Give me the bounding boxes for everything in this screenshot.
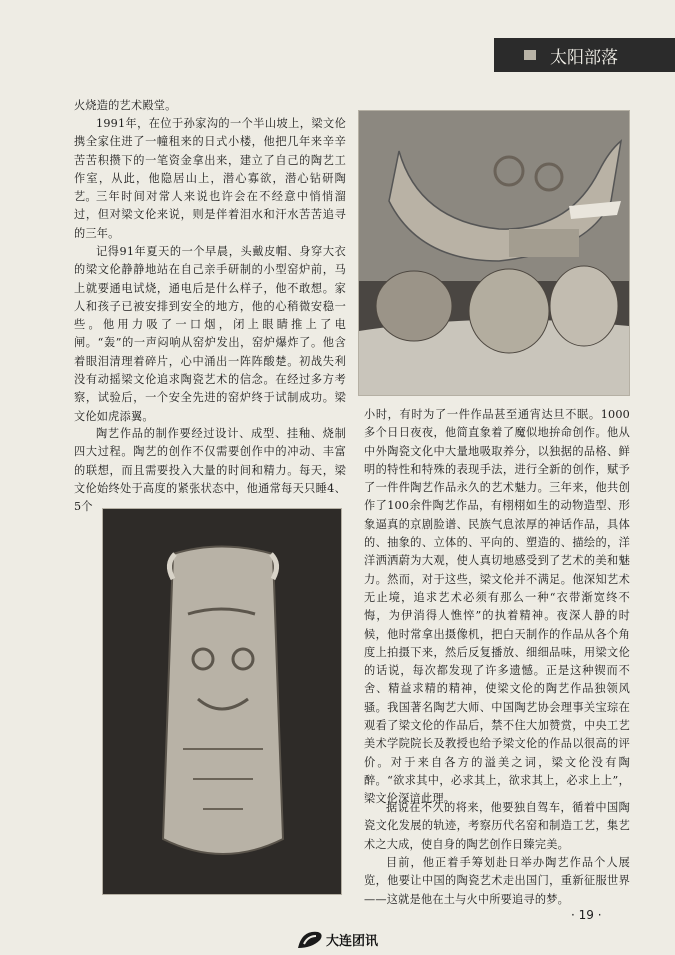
paragraph-6: 小时，有时为了一件作品甚至通宵达旦不眠。1000多个日日夜夜，他简直象着了魔似地拚命创作。他从中外陶瓷文化中大量地吸取养分，以独据的品格、鲜明的特性和特殊的表现手法，进行全新的创作，赋予了一件件陶艺作品永久的艺术魅力。三年来，他共创作了100余件陶艺作品，有栩栩如生的动物造型、形象逼真的京剧脸谱、民族气息浓厚的神话作品，具体的、抽象的、立体的、平向的、塑造的、描绘的，洋洋洒洒蔚为大观，使人真切地感受到了艺术的美和魅力。然而，对于这些，梁文伦并不满足。他深知艺术无止境，追求艺术必须有那么一种“衣带渐宽终不悔，为伊消得人憔悴”的执着精神。夜深人静的时候，他时常拿出摄像机，把白天制作的作品从各个角度上拍摄下来，然后反复播放、细细品味，用梁文伦的话说，每次都发现了许多遗憾。正是这种锲而不舍、精益求精的精神，使梁文伦的陶艺作品独领风骚。我国著名陶艺大师、中国陶艺协会理事关宝琮在观看了梁文伦的作品后，禁不住大加赞赏，中央工艺美术学院院长及教授也给予梁文伦的作品以很高的评价。对于来自各方的溢美之词，梁文伦没有陶醉。“欲求其中，必求其上，欲求其上，必求上上”，梁文伦深谙此理。 — [364, 408, 630, 806]
ceramic-sculpture-photo — [358, 110, 630, 396]
paragraph-5: 陶艺作品的制作要经过设计、成型、挂釉、烧制四大过程。陶艺的创作不仅需要创作中的冲动、丰富的联想，而且需要投入大量的时间和精力。每天，梁文伦始终处于高度的紧张状态中，他通常每天只睡4、5个 — [74, 427, 346, 514]
paragraph-4: 记得91年夏天的一个早晨，头戴皮帽、身穿大衣的梁文伦静静地站在自己亲手研制的小型窑炉前，马上就要通电试烧，通电后是什么样子，他不敢想。家人和孩子已被安排到安全的地方，他的心稍微安稳一些。他用力吸了一口烟，闭上眼睛推上了电闸。“轰”的一声闷响从窑炉发出，窑炉爆炸了。他含着眼泪清理着碎片，心中涌出一阵阵酸楚。初战失利没有动摇梁文伦追求陶瓷艺术的信念。在经过多方考察，试验后，一个安全先进的窑炉终于试制成功。梁文伦如虎添翼。 — [74, 245, 346, 423]
section-banner — [494, 38, 675, 72]
page-number: · 19 · — [571, 908, 602, 922]
banner-square-icon — [524, 50, 536, 60]
paragraph-8: 目前，他正着手筹划赴日举办陶艺作品个人展览，他要让中国的陶瓷艺术走出国门，重新征服世界——这就是他在土与火中所要追寻的梦。 — [364, 856, 630, 906]
paragraph-1: 火烧造的艺术殿堂。 — [74, 99, 177, 112]
section-title: 太阳部落 — [550, 47, 618, 68]
ceramic-vase-illustration — [103, 509, 341, 894]
publication-logo — [296, 928, 378, 950]
paragraph-7: 据说在不久的将来，他要独自驾车，循着中国陶瓷文化发展的轨迹，考察历代名窑和制造工艺，集艺术之大成，使自身的陶艺创作日臻完美。 — [364, 801, 630, 851]
paragraph-2: 1991年，在位于孙家沟的一个半山坡上，梁文伦携全家住进了一幢租来的日式小楼，他把几年来辛辛苦苦积攒下的一笔资金拿出来，建立了自己的陶艺工作室，从此，他隐居山上，潜心寡欲，潜心钻研陶艺。 — [74, 117, 346, 204]
ceramic-vase-photo — [102, 508, 342, 895]
logo-text: 大连团讯 — [326, 933, 379, 949]
ceramic-sculpture-illustration — [359, 111, 629, 395]
paragraph-3: 三年时间对常人来说也许会在不经意中悄悄溜过，但对梁文伦来说，则是伴着泪水和汗水苦苦追寻的三年。 — [74, 190, 346, 240]
dalian-logo-icon — [296, 928, 324, 950]
